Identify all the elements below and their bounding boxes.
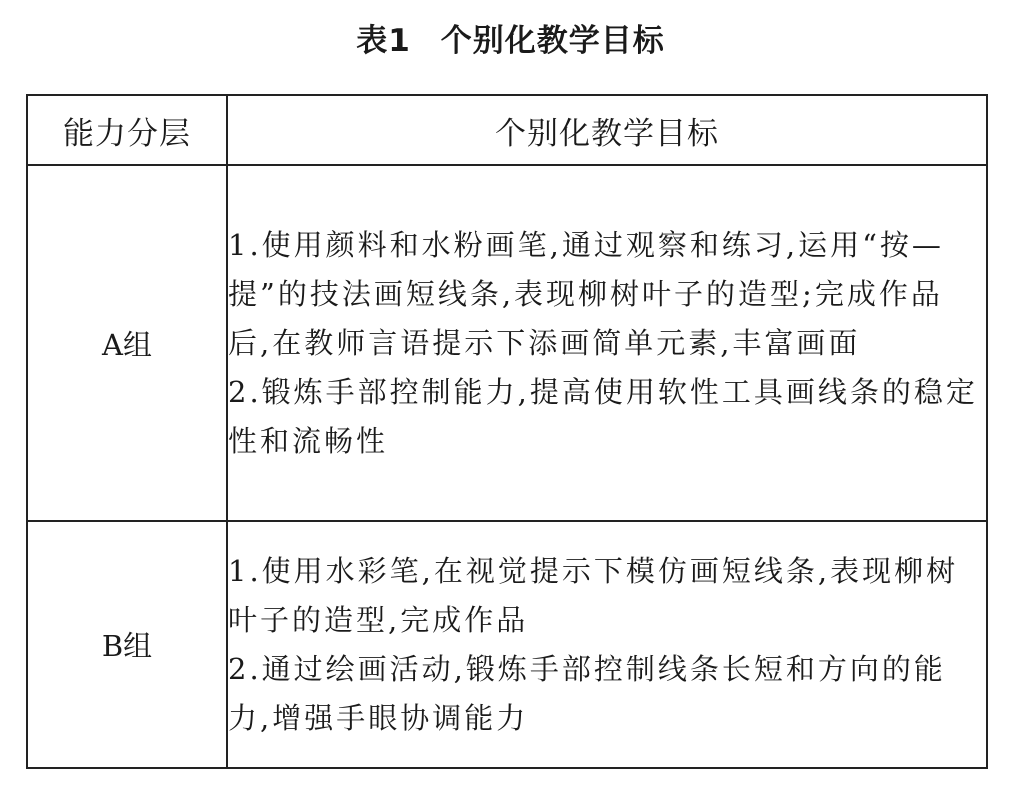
header-ability-level: 能力分层 <box>27 95 227 165</box>
group-b-goal-1: 1.使用水彩笔,在视觉提示下模仿画短线条,表现柳树叶子的造型,完成作品 <box>228 553 959 637</box>
teaching-goals-table <box>26 94 988 769</box>
group-a-goals <box>227 165 987 521</box>
table-title: 个别化教学目标 <box>440 23 665 59</box>
group-a-level: A组 <box>27 165 227 521</box>
table-number: 表1 <box>356 23 411 59</box>
group-a-goal-1: 1.使用颜料和水粉画笔,通过观察和练习,运用“按—提”的技法画短线条,表现柳树叶子的造型;完成作品后,在教师言语提示下添画简单元素,丰富画面 <box>228 227 944 360</box>
group-b-level: B组 <box>27 521 227 768</box>
group-a-goal-2: 2.锻炼手部控制能力,提高使用软性工具画线条的稳定性和流畅性 <box>228 374 978 458</box>
header-teaching-goals: 个别化教学目标 <box>227 95 987 165</box>
table-header-row <box>27 95 987 165</box>
table-caption <box>0 14 1021 68</box>
group-b-goal-2: 2.通过绘画活动,锻炼手部控制线条长短和方向的能力,增强手眼协调能力 <box>228 651 946 735</box>
group-b-goals <box>227 521 987 768</box>
table-row <box>27 521 987 768</box>
table-row <box>27 165 987 521</box>
